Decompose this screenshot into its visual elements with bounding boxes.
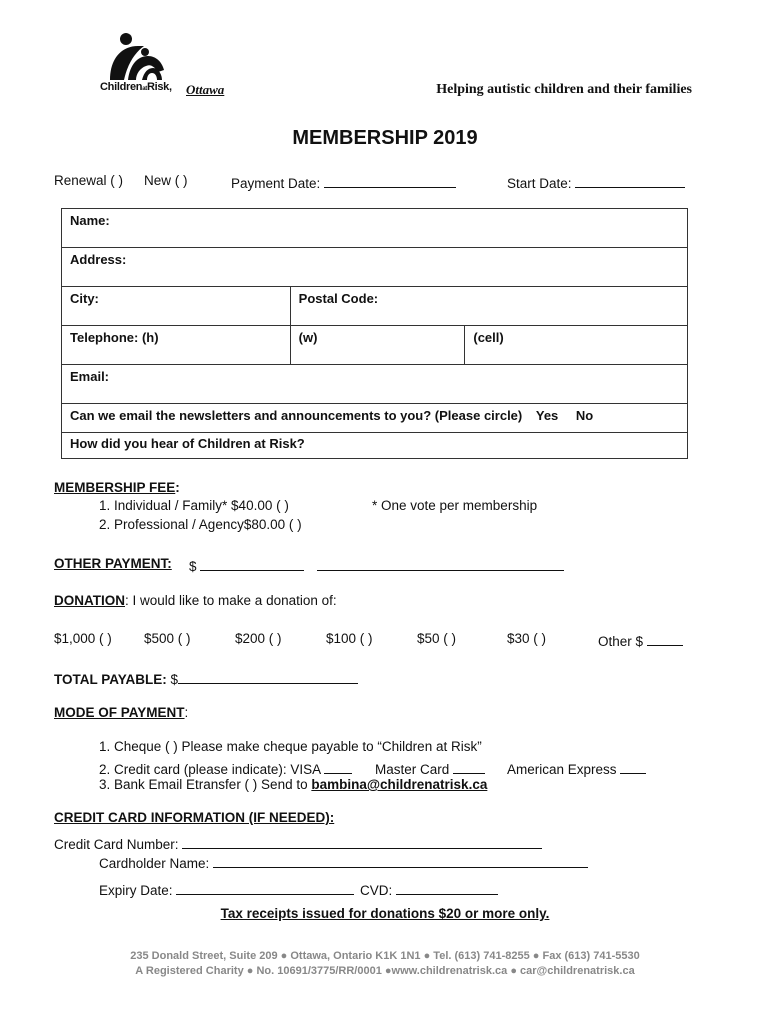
membership-note: * One vote per membership — [372, 498, 538, 513]
cvd-field[interactable]: CVD: — [360, 880, 498, 898]
newsletter-question: Can we email the newsletters and announcements to you? (Please circle) Yes No — [62, 404, 688, 433]
donation-100-option[interactable]: $100 ( ) — [326, 631, 373, 646]
footer-address: 235 Donald Street, Suite 209 ● Ottawa, Ontario K1K 1N1 ● Tel. (613) 741-8255 ● Fax (613) 741-5530 — [130, 950, 640, 962]
membership-fee-heading: MEMBERSHIP FEE: — [54, 480, 180, 495]
footer-charity-info: A Registered Charity ● No. 10691/3775/RR/0001 ●www.childrenatrisk.ca ● car@childrenatrisk.ca — [135, 965, 635, 977]
payment-credit-card-option[interactable]: 2. Credit card (please indicate): VISA — [99, 759, 352, 777]
member-info-table — [61, 208, 688, 459]
credit-card-info-heading: CREDIT CARD INFORMATION (IF NEEDED): — [54, 810, 335, 825]
tax-receipt-note: Tax receipts issued for donations $20 or more only. — [220, 906, 550, 921]
city-field[interactable]: City: — [62, 287, 291, 326]
tagline: Helping autistic children and their families — [436, 82, 692, 97]
membership-option-professional[interactable]: 2. Professional / Agency$80.00 ( ) — [99, 517, 302, 532]
total-payable-field[interactable]: TOTAL PAYABLE: $ — [54, 669, 358, 687]
logo-wordmark: ChildrenatRisk, — [100, 81, 172, 93]
other-payment-label: OTHER PAYMENT: — [54, 556, 172, 571]
other-payment-description-field[interactable] — [317, 556, 564, 576]
heard-about-field[interactable]: How did you hear of Children at Risk? — [62, 433, 688, 459]
expiry-date-field[interactable]: Expiry Date: — [99, 880, 354, 898]
payment-amex-option[interactable]: American Express — [507, 759, 646, 777]
payment-cheque-option[interactable]: 1. Cheque ( ) Please make cheque payable to “Children at Risk” — [99, 739, 482, 754]
name-field[interactable]: Name: — [62, 209, 688, 248]
telephone-work-field[interactable]: (w) — [290, 326, 465, 365]
donation-50-option[interactable]: $50 ( ) — [417, 631, 457, 646]
payment-mastercard-option[interactable]: Master Card — [375, 759, 485, 777]
newsletter-yes-option[interactable]: Yes — [535, 408, 559, 423]
mode-of-payment-heading: MODE OF PAYMENT: — [54, 705, 189, 720]
donation-other-field[interactable]: Other $ — [598, 631, 683, 649]
cardholder-name-field[interactable]: Cardholder Name: — [99, 853, 588, 871]
email-field[interactable]: Email: — [62, 365, 688, 404]
payment-etransfer-option[interactable]: 3. Bank Email Etransfer ( ) Send to bambina@childrenatrisk.ca — [99, 777, 488, 792]
etransfer-email-link[interactable]: bambina@childrenatrisk.ca — [311, 777, 488, 792]
payment-date-field[interactable]: Payment Date: — [231, 173, 456, 191]
renewal-checkbox-label[interactable]: Renewal ( ) — [54, 173, 124, 188]
logo-city: Ottawa — [186, 82, 225, 97]
donation-1000-option[interactable]: $1,000 ( ) — [54, 631, 112, 646]
donation-200-option[interactable]: $200 ( ) — [235, 631, 282, 646]
new-checkbox-label[interactable]: New ( ) — [144, 173, 188, 188]
start-date-field[interactable]: Start Date: — [507, 173, 685, 191]
postal-code-field[interactable]: Postal Code: — [290, 287, 687, 326]
page-title: MEMBERSHIP 2019 — [292, 127, 478, 149]
donation-30-option[interactable]: $30 ( ) — [507, 631, 547, 646]
address-field[interactable]: Address: — [62, 248, 688, 287]
membership-option-individual[interactable]: 1. Individual / Family* $40.00 ( ) — [99, 498, 289, 513]
credit-card-number-field[interactable]: Credit Card Number: — [54, 834, 542, 852]
telephone-home-field[interactable]: Telephone: (h) — [62, 326, 291, 365]
other-payment-amount-field[interactable]: $ — [189, 556, 304, 574]
newsletter-no-option[interactable]: No — [575, 408, 594, 423]
donation-heading: DONATION: I would like to make a donation of: — [54, 593, 337, 608]
donation-500-option[interactable]: $500 ( ) — [144, 631, 191, 646]
telephone-cell-field[interactable]: (cell) — [465, 326, 688, 365]
